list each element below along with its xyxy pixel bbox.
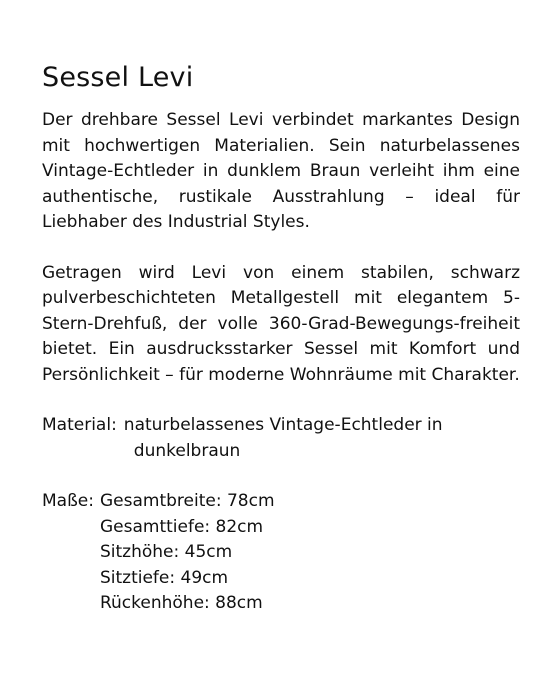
material-label: Material: [42,415,117,435]
dimensions-list [94,489,275,617]
product-title: Sessel Levi [42,62,194,93]
material-value [117,413,473,464]
dimension-total-width: Gesamtbreite: 78cm [99,491,275,511]
description-paragraph-1: Der drehbare Sessel Levi verbindet markantes Design mit hochwertigen Materialien. Sein naturbelassenes Vintage-Echtleder in dunklem Braun verleiht ihm eine authentische, rustikale Ausstrahlung – ideal für Liebhaber des Industrial Styles. [42,110,520,232]
dimensions-spec [42,489,520,617]
material-spec [42,413,520,464]
material-value-line-1: naturbelassenes Vintage-Echtleder in [123,415,443,435]
dimension-back-height: Rückenhöhe: 88cm [99,593,263,613]
dimension-seat-height: Sitzhöhe: 45cm [99,542,233,562]
description-paragraph-2: Getragen wird Levi von einem stabilen, schwarz pulverbeschichteten Metallgestell mit elegantem 5-Stern-Drehfuß, der volle 360-Grad-Bewegungs-freiheit bietet. Ein ausdrucksstarker Sessel mit Komfort und Persönlichkeit – für moderne Wohnräume mit Charakter. [42,262,520,385]
dimension-seat-depth: Sitztiefe: 49cm [99,567,229,588]
dimension-total-depth: Gesamttiefe: 82cm [99,516,264,537]
material-value-line-2: dunkelbraun [133,440,241,461]
dimensions-label: Maße: [42,491,94,511]
